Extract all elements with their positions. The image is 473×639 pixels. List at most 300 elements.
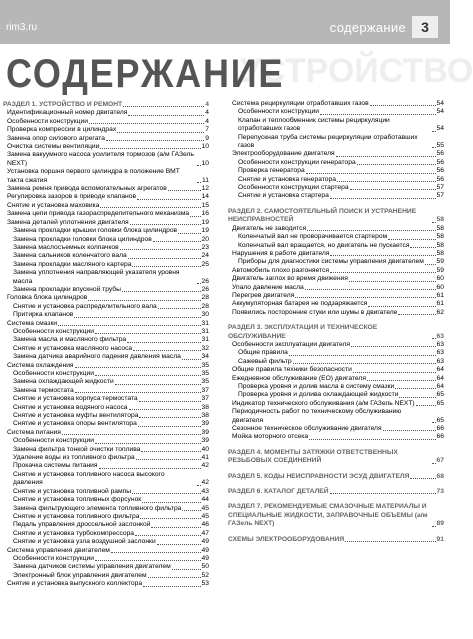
dot-leader — [75, 367, 201, 368]
toc-gap — [228, 442, 444, 448]
toc-entry-title: РАЗДЕЛ 4. МОМЕНТЫ ЗАТЯЖКИ ОТВЕТСТВЕННЫХ РЕЗЬБОВЫХ СОЕДИНЕНИЙ — [228, 448, 398, 465]
dot-leader — [306, 173, 436, 174]
dot-leader — [115, 384, 201, 385]
dot-leader — [330, 255, 435, 256]
toc-entry-title: Снятие и установка узла воздушной заслонки — [13, 538, 156, 546]
dot-leader — [416, 405, 436, 406]
toc-entry[interactable] — [228, 108, 444, 116]
toc-entry-title: Снятие и установка маховика — [7, 201, 100, 209]
dot-leader — [133, 350, 200, 351]
toc-entry-title: Регулировка зазоров в приводе клапанов — [7, 193, 137, 201]
toc-page-number: 42 — [201, 462, 209, 470]
toc-page-number: 35 — [201, 378, 209, 386]
toc-page-number: 66 — [436, 433, 444, 441]
toc-page-number: 60 — [436, 283, 444, 291]
toc-entry[interactable] — [3, 404, 209, 412]
dot-leader — [138, 426, 201, 427]
dot-leader — [383, 430, 436, 431]
toc-page-number: 20 — [201, 235, 209, 243]
toc-entry-title: Особенности конструкции генератора — [238, 158, 356, 166]
toc-page-number: 57 — [436, 184, 444, 192]
toc-page-number: 50 — [201, 563, 209, 571]
dot-leader — [432, 147, 436, 148]
toc-entry-title: Упало давление масла — [232, 283, 304, 291]
dot-leader — [182, 359, 201, 360]
toc-entry[interactable] — [3, 294, 209, 302]
toc-page-number: 57 — [436, 192, 444, 200]
dot-leader — [157, 544, 201, 545]
toc-page-number: 35 — [201, 361, 209, 369]
toc-entry[interactable] — [228, 225, 444, 233]
toc-entry-title: Особенности конструкции — [13, 437, 94, 445]
toc-page-number: 65 — [436, 391, 444, 399]
dot-leader — [151, 527, 200, 528]
toc-entry-title: Снятие и установка распределительного вала — [13, 302, 157, 310]
toc-entry[interactable] — [228, 275, 444, 283]
dot-leader — [351, 346, 436, 347]
toc-section-heading[interactable] — [228, 473, 444, 481]
dot-leader — [336, 156, 436, 157]
dot-leader — [410, 247, 435, 248]
toc-section-heading[interactable] — [228, 208, 444, 225]
dot-leader — [370, 105, 436, 106]
dot-leader — [99, 468, 201, 469]
toc-entry[interactable] — [3, 496, 209, 504]
toc-entry-title: Перегрев двигателя — [232, 291, 295, 299]
toc-entry[interactable] — [3, 412, 209, 420]
toc-entry[interactable] — [3, 219, 209, 227]
toc-entry[interactable] — [228, 358, 444, 366]
toc-entry[interactable] — [3, 462, 209, 470]
toc-entry-title: Нарушения в работе двигателя — [232, 249, 330, 257]
toc-entry[interactable] — [3, 395, 209, 403]
toc-page-number: 64 — [436, 366, 444, 374]
toc-page-number: 58 — [436, 241, 444, 249]
toc-page-number: 15 — [201, 201, 209, 209]
toc-entry[interactable] — [228, 192, 444, 200]
toc-page-number: 63 — [436, 340, 444, 348]
toc-entry[interactable] — [228, 159, 444, 167]
toc-entry-title: Снятие и установка турбокомпрессора — [13, 529, 135, 537]
toc-page-number: 53 — [201, 580, 209, 588]
toc-entry[interactable] — [3, 202, 209, 210]
toc-entry[interactable] — [228, 184, 444, 192]
toc-page-number: 39 — [201, 428, 209, 436]
dot-leader — [295, 297, 435, 298]
toc-page-number: 25 — [201, 260, 209, 268]
dot-leader — [178, 233, 200, 234]
dot-leader — [432, 222, 436, 223]
toc-page-number: 43 — [201, 487, 209, 495]
toc-page-number: 58 — [436, 233, 444, 241]
toc-entry[interactable] — [228, 167, 444, 175]
toc-entry-title: Идентификационный номер двигателя — [7, 109, 128, 117]
toc-entry[interactable] — [228, 433, 444, 441]
dot-leader — [142, 502, 200, 503]
toc-page-number: 42 — [201, 479, 209, 487]
dot-leader — [330, 272, 436, 273]
toc-entry[interactable] — [228, 150, 444, 158]
dot-leader — [398, 314, 435, 315]
dot-leader — [95, 560, 201, 561]
toc-page-number: 31 — [201, 336, 209, 344]
toc-entry-title: Двигатель не заводится — [232, 224, 307, 232]
toc-entry-title: Система смазки — [7, 319, 58, 327]
toc-entry-title: Снятие и установка топливных форсунок — [13, 496, 142, 504]
toc-entry-title: Педаль управления дроссельной заслонкой — [13, 521, 151, 529]
dot-leader — [190, 216, 200, 217]
dot-leader — [153, 241, 201, 242]
dot-leader — [129, 409, 201, 410]
toc-page-number: 47 — [201, 529, 209, 537]
dot-leader — [137, 199, 201, 200]
toc-gap — [228, 466, 444, 472]
dot-leader — [309, 439, 436, 440]
toc-entry[interactable] — [3, 185, 209, 193]
toc-entry[interactable] — [228, 408, 444, 425]
dot-leader — [158, 308, 201, 309]
toc-page-number: 59 — [436, 258, 444, 266]
toc-page-number: 49 — [201, 546, 209, 554]
dot-leader — [95, 333, 201, 334]
toc-entry-title: Снятие и установка топливного фильтра — [13, 512, 140, 520]
toc-entry-title: Система питания — [7, 428, 61, 436]
toc-entry[interactable] — [3, 446, 209, 454]
toc-page-number: 38 — [201, 403, 209, 411]
page-header-bar — [0, 0, 450, 44]
toc-entry-title: Система охлаждения — [7, 361, 74, 369]
toc-page-number: 56 — [436, 167, 444, 175]
toc-page-number: 55 — [436, 142, 444, 150]
toc-entry-title: Установка поршня первого цилиндра в положение ВМТ такта сжатия — [7, 168, 180, 184]
toc-entry[interactable] — [3, 168, 209, 185]
dot-leader — [95, 375, 201, 376]
toc-page-number: 44 — [201, 496, 209, 504]
toc-entry[interactable] — [3, 521, 209, 529]
dot-leader — [123, 106, 204, 107]
toc-page-number: 64 — [436, 374, 444, 382]
dot-leader — [74, 317, 200, 318]
toc-entry[interactable] — [3, 236, 209, 244]
toc-entry[interactable] — [3, 336, 209, 344]
toc-page-number: 39 — [201, 437, 209, 445]
toc-entry-title: Замена цепи привода газораспределительного механизма — [7, 210, 190, 218]
dot-leader — [75, 392, 201, 393]
toc-page-number: 56 — [436, 150, 444, 158]
toc-section-heading[interactable] — [228, 536, 444, 544]
toc-page-number: 9 — [205, 134, 209, 142]
toc-entry[interactable] — [3, 454, 209, 462]
page-title: СОДЕРЖАНИЕ — [6, 52, 285, 96]
dot-leader — [330, 493, 436, 494]
dot-leader — [432, 338, 436, 339]
toc-entry[interactable] — [228, 284, 444, 292]
toc-entry[interactable] — [3, 269, 209, 286]
toc-page-number: 28 — [201, 294, 209, 302]
toc-entry-title: РАЗДЕЛ 2. САМОСТОЯТЕЛЬНЫЙ ПОИСК И УСТРАНЕНИЕ НЕИСПРАВНОСТЕЙ — [228, 207, 417, 224]
toc-entry-title: Сезонное техническое обслуживание двигателя — [232, 425, 382, 433]
toc-page-number: 61 — [436, 291, 444, 299]
toc-page-number: 14 — [201, 193, 209, 201]
toc-page-number: 31 — [201, 319, 209, 327]
site-name[interactable]: rim3.ru — [6, 22, 38, 33]
toc-entry[interactable] — [228, 375, 444, 383]
toc-entry[interactable] — [228, 117, 444, 134]
toc-page-number: 52 — [201, 571, 209, 579]
toc-entry[interactable] — [3, 429, 209, 437]
toc-entry[interactable] — [3, 109, 209, 117]
toc-entry[interactable] — [3, 210, 209, 218]
toc-entry-title: Проверка генератора — [238, 167, 305, 175]
dot-leader — [197, 165, 201, 166]
toc-entry[interactable] — [3, 420, 209, 428]
dot-leader — [128, 115, 204, 116]
toc-entry-title: РАЗДЕЛ 6. КАТАЛОГ ДЕТАЛЕЙ — [228, 488, 329, 496]
toc-page-number: 32 — [201, 344, 209, 352]
toc-entry[interactable] — [228, 309, 444, 317]
toc-entry-title: Электрооборудование двигателя — [232, 150, 335, 158]
toc-entry-title: Снятие и установка топливного насоса высокого давления — [13, 470, 165, 487]
toc-entry-title: Автомобиль плохо разгоняется — [232, 266, 329, 274]
dot-leader — [135, 535, 201, 536]
toc-page-number: 54 — [436, 125, 444, 133]
toc-entry-title: Замена датчика аварийного падения давления масла — [13, 353, 181, 361]
toc-entry[interactable] — [3, 227, 209, 235]
dot-leader — [357, 164, 436, 165]
toc-gap — [228, 481, 444, 487]
dot-leader — [148, 577, 201, 578]
dot-leader — [88, 300, 200, 301]
dot-leader — [117, 132, 204, 133]
toc-page-number: 63 — [436, 357, 444, 365]
dot-leader — [432, 463, 436, 464]
toc-entry[interactable] — [3, 261, 209, 269]
toc-section-heading[interactable] — [228, 488, 444, 496]
toc-page-number: 30 — [201, 311, 209, 319]
toc-entry-title: Снятие и установка топливной рампы — [13, 487, 132, 495]
dot-leader — [320, 114, 436, 115]
toc-entry[interactable] — [3, 143, 209, 151]
toc-entry[interactable] — [3, 437, 209, 445]
toc-entry-title: Притирка клапанов — [13, 311, 74, 319]
toc-page-number: 26 — [201, 285, 209, 293]
dot-leader — [100, 207, 200, 208]
toc-section-heading[interactable] — [228, 449, 444, 466]
toc-entry[interactable] — [3, 345, 209, 353]
dot-leader — [58, 325, 200, 326]
toc-entry[interactable] — [3, 135, 209, 143]
toc-entry[interactable] — [3, 362, 209, 370]
toc-entry-title: Перепускная труба системы рециркуляции отработавших газов — [238, 133, 418, 150]
toc-page-number: 28 — [201, 302, 209, 310]
toc-gap — [228, 317, 444, 323]
dot-leader — [367, 380, 436, 381]
toc-page-number: 34 — [201, 353, 209, 361]
toc-entry[interactable] — [3, 555, 209, 563]
toc-entry[interactable] — [3, 580, 209, 588]
toc-entry[interactable] — [3, 547, 209, 555]
toc-entry-title: Периодичность работ по техническому обслуживанию двигателя — [232, 408, 402, 424]
toc-entry-title: Общие правила — [238, 349, 288, 357]
dot-leader — [368, 306, 435, 307]
dot-leader — [127, 342, 200, 343]
toc-entry-title: РАЗДЕЛ 1. УСТРОЙСТВО И РЕМОНТ — [3, 101, 123, 108]
toc-entry-title: Головка блока цилиндров — [7, 294, 88, 302]
toc-entry[interactable] — [228, 300, 444, 308]
toc-entry[interactable] — [228, 134, 444, 151]
toc-entry-title: Замена уплотнения направляющей указателя уровня масла — [13, 269, 180, 285]
dot-leader — [353, 372, 436, 373]
ghost-heading: УСТРОЙСТВО — [240, 52, 473, 90]
toc-gap — [228, 529, 444, 535]
dot-leader — [395, 388, 435, 389]
dot-leader — [432, 131, 436, 132]
dot-leader — [143, 586, 200, 587]
toc-entry[interactable] — [3, 328, 209, 336]
toc-page-number: 63 — [436, 332, 444, 340]
toc-entry-title: Снятие и установка корпуса термостата — [13, 395, 138, 403]
toc-entry-title: Замена термостата — [13, 386, 74, 394]
toc-gap — [228, 496, 444, 502]
dot-leader — [197, 485, 201, 486]
toc-entry-title: Снятие и установка выпускного коллектора — [7, 580, 143, 588]
toc-page-number: 24 — [201, 252, 209, 260]
toc-entry-title: Удаление воды из топливного фильтра — [13, 454, 135, 462]
toc-gap — [228, 201, 444, 207]
toc-entry-title: Замена опор силового агрегата — [7, 134, 105, 142]
toc-page-number: 54 — [436, 108, 444, 116]
toc-page-number: 54 — [436, 100, 444, 107]
toc-entry[interactable] — [3, 538, 209, 546]
toc-entry-title: Приборы для диагностики системы управления двигателем — [238, 258, 424, 266]
dot-leader — [130, 224, 201, 225]
toc-page-number: 35 — [201, 370, 209, 377]
toc-page-number: 58 — [436, 249, 444, 257]
dot-leader — [289, 355, 436, 356]
toc-page-number: 60 — [436, 275, 444, 283]
dot-leader — [305, 289, 436, 290]
dot-leader — [350, 189, 436, 190]
toc-entry[interactable] — [3, 353, 209, 361]
toc-entry[interactable] — [228, 267, 444, 275]
toc-entry[interactable] — [3, 378, 209, 386]
toc-entry-title: Замена охлаждающей жидкости — [13, 378, 114, 386]
dot-leader — [345, 541, 435, 542]
toc-page-number: 73 — [436, 488, 444, 496]
toc-entry[interactable] — [228, 258, 444, 266]
toc-page-number: 68 — [436, 472, 444, 480]
toc-page-number: 65 — [436, 416, 444, 424]
toc-page-number: 59 — [436, 266, 444, 274]
toc-entry-title: Замена масла и масляного фильтра — [13, 336, 127, 344]
toc-entry-title: Снятие и установка генератора — [238, 175, 336, 183]
toc-page-number: 19 — [201, 218, 209, 226]
dot-leader — [182, 510, 200, 511]
toc-entry[interactable] — [3, 151, 209, 168]
toc-page-number: 23 — [201, 243, 209, 251]
toc-entry[interactable] — [228, 400, 444, 408]
toc-entry[interactable] — [3, 118, 209, 126]
toc-entry-title: Очистка системы вентиляции — [7, 143, 100, 151]
toc-entry[interactable] — [3, 320, 209, 328]
toc-page-number: 39 — [201, 420, 209, 428]
toc-entry[interactable] — [228, 349, 444, 357]
toc-page-number: 26 — [201, 277, 209, 285]
toc-entry[interactable] — [3, 572, 209, 580]
toc-page-number: 56 — [436, 175, 444, 183]
toc-page-number: 45 — [201, 512, 209, 520]
toc-entry-title: РАЗДЕЛ 5. КОДЫ НЕИСПРАВНОСТИ ЭСУД ДВИГАТЕЛЯ — [228, 472, 410, 480]
toc-entry-title: Индикатор технического обслуживания (а/м ГАЗель NEXT) — [232, 399, 415, 407]
toc-page-number: 37 — [201, 386, 209, 394]
toc-entry-title: Проверка уровня и долив масла в систему смазки — [238, 383, 395, 390]
dot-leader — [128, 258, 201, 259]
toc-entry[interactable] — [3, 530, 209, 538]
toc-entry[interactable] — [3, 563, 209, 571]
toc-page-number: 7 — [205, 126, 209, 134]
dot-leader — [293, 363, 436, 364]
toc-entry[interactable] — [228, 366, 444, 374]
toc-entry-title: Общие правила техники безопасности — [232, 366, 352, 374]
toc-entry[interactable] — [228, 176, 444, 184]
dot-leader — [140, 518, 200, 519]
toc-page-number: 49 — [201, 554, 209, 562]
toc-page-number: 38 — [201, 412, 209, 420]
toc-entry[interactable] — [3, 193, 209, 201]
toc-entry-title: Замена датчиков системы управления двигателем — [13, 563, 171, 571]
dot-leader — [197, 182, 201, 183]
toc-entry-title: Снятие и установка водяного насоса — [13, 403, 128, 411]
toc-entry-title: Коленчатый вал не проворачивается стартером — [238, 233, 388, 241]
toc-section-heading[interactable] — [228, 503, 444, 528]
dot-leader — [337, 181, 436, 182]
toc-entry-title: Снятие и установка опоры вентилятора — [13, 420, 137, 428]
toc-entry[interactable] — [3, 126, 209, 134]
toc-page-number: 58 — [436, 224, 444, 232]
toc-section-heading[interactable] — [228, 324, 444, 341]
toc-entry[interactable] — [228, 242, 444, 250]
toc-page-number: 40 — [201, 445, 209, 453]
toc-entry-title: Особенности конструкции — [7, 117, 88, 125]
toc-entry-title: Система рециркуляции отработавших газов — [232, 100, 369, 107]
toc-entry[interactable] — [228, 391, 444, 399]
toc-page-number: 10 — [201, 159, 209, 167]
toc-entry[interactable] — [3, 387, 209, 395]
toc-page-number: 4 — [205, 101, 209, 108]
toc-entry[interactable] — [3, 488, 209, 496]
toc-entry[interactable] — [3, 244, 209, 252]
toc-page-number: 11 — [202, 176, 209, 184]
toc-entry-title: Снятие и установка стартера — [238, 192, 329, 200]
toc-entry[interactable] — [3, 505, 209, 513]
toc-page-number: 56 — [436, 158, 444, 166]
toc-entry[interactable] — [228, 233, 444, 241]
dot-leader — [172, 569, 201, 570]
toc-entry-title: Система управления двигателем — [7, 546, 110, 554]
toc-entry[interactable] — [3, 303, 209, 311]
toc-entry-title: Электронный блок управления двигателем — [13, 571, 147, 579]
toc-page-number: 10 — [201, 143, 209, 151]
dot-leader — [432, 422, 436, 423]
dot-leader — [120, 249, 201, 250]
toc-entry[interactable] — [3, 471, 209, 488]
toc-entry-title: Прокачка системы питания — [13, 462, 98, 470]
toc-entry-title: Замена сальников коленчатого вала — [13, 252, 127, 260]
toc-entry[interactable] — [3, 311, 209, 319]
toc-entry-title: Проверка компрессии в цилиндрах — [7, 126, 117, 134]
toc-entry[interactable] — [3, 252, 209, 260]
dot-leader — [136, 459, 201, 460]
